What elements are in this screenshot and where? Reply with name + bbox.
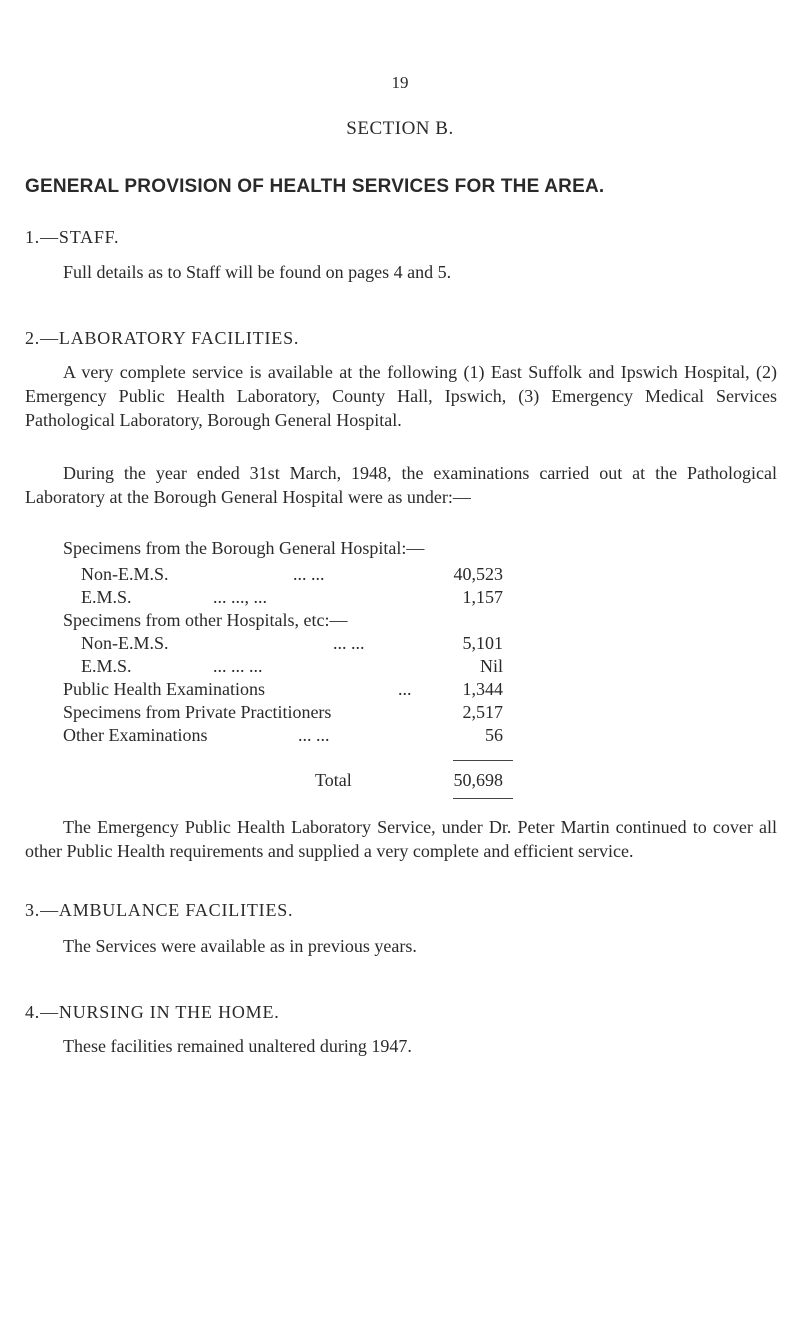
total-rule-bottom: [453, 798, 513, 799]
ambulance-text: The Services were available as in previous years.: [63, 936, 417, 956]
main-title: GENERAL PROVISION OF HEALTH SERVICES FOR THE AREA.: [25, 176, 605, 197]
table-row: Non-E.M.S. ... ... 40,523: [81, 564, 503, 584]
table-group-label: Specimens from other Hospitals, etc:—: [63, 610, 348, 630]
ambulance-heading: 3.—AMBULANCE FACILITIES.: [25, 900, 294, 920]
table-row: E.M.S. ... ... ... Nil: [81, 656, 503, 676]
staff-heading: 1.—STAFF.: [25, 227, 120, 247]
laboratory-para-3: The Emergency Public Health Laboratory Service, under Dr. Peter Martin continued to cover all other Public Health requirements and supplied a very complete and efficient service.: [25, 817, 777, 861]
laboratory-para-1: A very complete service is available at the following (1) East Suffolk and Ipswich Hospital, (2) Emergency Public Health Laboratory, County Hall, Ipswich, (3) Emergency Medical Services Pathological Laboratory, Borough General Hospital.: [25, 362, 777, 430]
total-rule-top: [453, 760, 513, 761]
table-total-row: Total 50,698: [315, 770, 503, 790]
table-row: Non-E.M.S. ... ... 5,101: [81, 633, 503, 653]
table-group-label: Specimens from the Borough General Hospital:—: [63, 538, 425, 558]
laboratory-heading: 2.—LABORATORY FACILITIES.: [25, 328, 300, 348]
nursing-text: These facilities remained unaltered during 1947.: [63, 1036, 412, 1056]
page-number: 19: [391, 73, 409, 92]
table-row: Specimens from Private Practitioners 2,517: [63, 702, 503, 722]
table-row: Other Examinations ... ... 56: [63, 725, 503, 745]
section-title: SECTION B.: [346, 118, 454, 139]
table-row: E.M.S. ... ..., ... 1,157: [81, 587, 503, 607]
laboratory-para-2: During the year ended 31st March, 1948, the examinations carried out at the Pathological Laboratory at the Borough General Hospital were as under:—: [25, 463, 777, 507]
staff-text: Full details as to Staff will be found on pages 4 and 5.: [63, 262, 452, 282]
nursing-heading: 4.—NURSING IN THE HOME.: [25, 1002, 280, 1022]
table-row: Public Health Examinations ... 1,344: [63, 679, 503, 699]
